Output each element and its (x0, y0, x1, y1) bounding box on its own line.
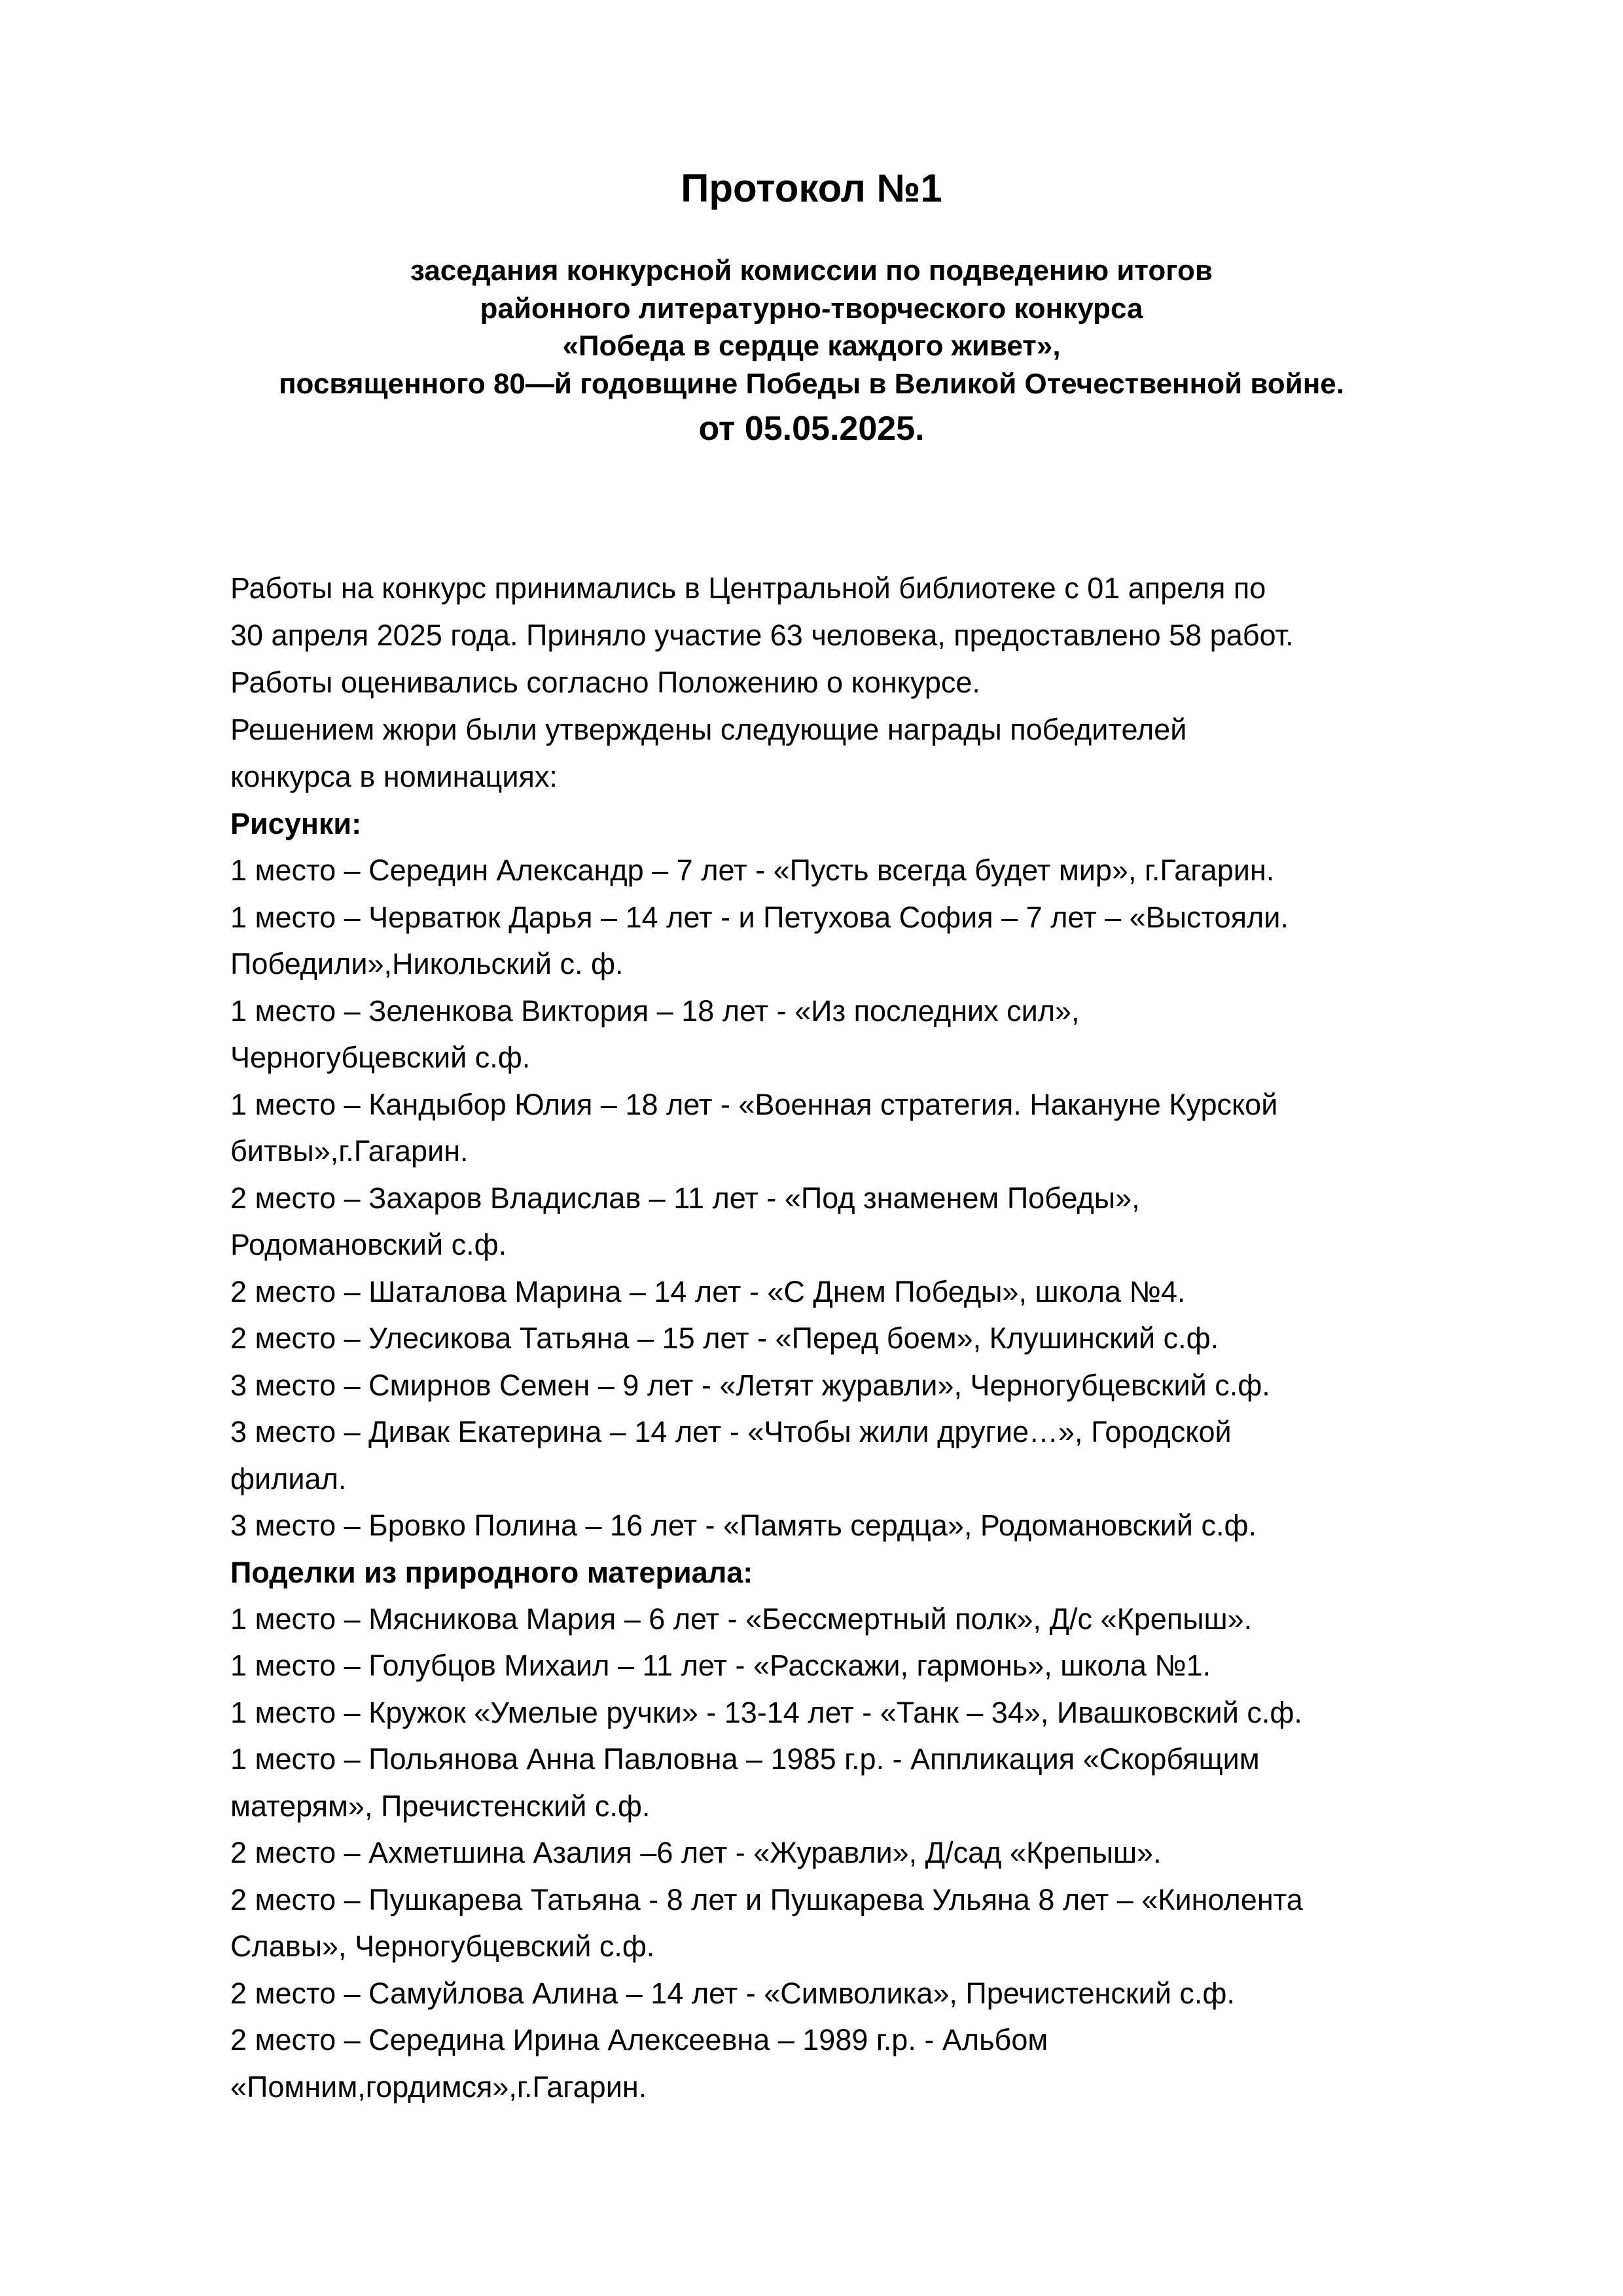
award-entry (230, 1596, 1513, 1643)
entry-line: 2 место – Пушкарева Татьяна - 8 лет и Пушкарева Ульяна 8 лет – «Кинолента (230, 1882, 1303, 1916)
award-entry (230, 988, 1513, 1081)
entry-line: 2 место – Ахметшина Азалия –6 лет - «Журавли», Д/сад «Крепыш». (230, 1836, 1162, 1869)
entry-line: 2 место – Середина Ирина Алексеевна – 1989 г.р. - Альбом (230, 2023, 1048, 2056)
entry-line: битвы»,г.Гагарин. (230, 1134, 469, 1168)
award-entry (230, 894, 1513, 988)
award-entry (230, 847, 1513, 894)
entry-line: 1 место – Кандыбор Юлия – 18 лет - «Военная стратегия. Накануне Курской (230, 1087, 1278, 1121)
entry-line: матерям», Пречистенский с.ф. (230, 1789, 651, 1823)
section-heading: Поделки из природного материала: (230, 1555, 753, 1589)
award-entry (230, 1736, 1513, 1829)
entry-line: 2 место – Самуйлова Алина – 14 лет - «Символика», Пречистенский с.ф. (230, 1976, 1235, 2010)
subtitle-line: «Победа в сердце каждого живет», (562, 330, 1061, 362)
award-entry (230, 1502, 1513, 1549)
document-date: от 05.05.2025. (698, 410, 925, 448)
entry-line: 1 место – Польянова Анна Павловна – 1985 г.р. - Аппликация «Скорбящим (230, 1742, 1260, 1776)
document-subtitle (0, 252, 1623, 455)
award-entry (230, 1408, 1513, 1502)
subtitle-line: посвященного 80—й годовщине Победы в Великой Отечественной войне. (278, 367, 1345, 400)
section-heading: Рисунки: (230, 807, 362, 840)
award-entry (230, 1970, 1513, 2017)
award-entry (230, 1829, 1513, 1876)
subtitle-line: заседания конкурсной комиссии по подведению итогов (410, 255, 1213, 287)
entry-line: Черногубцевский с.ф. (230, 1041, 531, 1074)
section-natural-crafts (230, 1549, 1513, 2111)
entry-line: Славы», Черногубцевский с.ф. (230, 1929, 655, 1963)
intro-paragraph (230, 565, 1513, 800)
entry-line: 1 место – Голубцов Михаил – 11 лет - «Расскажи, гармонь», школа №1. (230, 1649, 1211, 1682)
entry-line: 3 место – Бровко Полина – 16 лет - «Память сердца», Родомановский с.ф. (230, 1509, 1257, 1542)
entry-line: 1 место – Черватюк Дарья – 14 лет - и Петухова София – 7 лет – «Выстояли. (230, 900, 1289, 934)
award-entry (230, 1175, 1513, 1268)
entry-line: 1 место – Мясникова Мария – 6 лет - «Бессмертный полк», Д/с «Крепыш». (230, 1602, 1253, 1636)
entry-line: 1 место – Кружок «Умелые ручки» - 13-14 лет - «Танк – 34», Ивашковский с.ф. (230, 1695, 1302, 1729)
intro-line: Решением жюри были утверждены следующие награды победителей (230, 713, 1187, 746)
intro-line: Работы на конкурс принимались в Центральной библиотеке с 01 апреля по (230, 571, 1266, 605)
document-title: Протокол №1 (681, 166, 942, 210)
entry-line: Родомановский с.ф. (230, 1228, 507, 1261)
entry-line: 2 место – Улесикова Татьяна – 15 лет - «Перед боем», Клушинский с.ф. (230, 1321, 1219, 1355)
award-entry (230, 1268, 1513, 1316)
entry-line: филиал. (230, 1462, 347, 1496)
entry-line: «Помним,гордимся»,г.Гагарин. (230, 2070, 647, 2104)
award-entry (230, 1642, 1513, 1689)
award-entry (230, 1081, 1513, 1175)
award-entry (230, 1876, 1513, 1970)
intro-line: конкурса в номинациях: (230, 760, 558, 793)
entry-line: 2 место – Захаров Владислав – 11 лет - «Под знаменем Победы», (230, 1181, 1140, 1215)
section-drawings (230, 800, 1513, 1549)
entry-line: 1 место – Зеленкова Виктория – 18 лет - «Из последних сил», (230, 994, 1080, 1028)
intro-line: Работы оценивались согласно Положению о конкурсе. (230, 666, 980, 699)
subtitle-line: районного литературно-творческого конкурса (480, 292, 1143, 325)
entry-line: 2 место – Шаталова Марина – 14 лет - «С Днем Победы», школа №4. (230, 1274, 1186, 1308)
entry-line: 3 место – Смирнов Семен – 9 лет - «Летят журавли», Черногубцевский с.ф. (230, 1368, 1270, 1402)
entry-line: Победили»,Никольский с. ф. (230, 947, 624, 980)
document-body (230, 565, 1513, 2110)
award-entry (230, 1689, 1513, 1736)
intro-line: 30 апреля 2025 года. Приняло участие 63 человека, предоставлено 58 работ. (230, 619, 1294, 652)
award-entry (230, 1362, 1513, 1409)
award-entry (230, 1315, 1513, 1362)
entry-line: 1 место – Середин Александр – 7 лет - «Пусть всегда будет мир», г.Гагарин. (230, 853, 1275, 887)
entry-line: 3 место – Дивак Екатерина – 14 лет - «Чтобы жили другие…», Городской (230, 1415, 1232, 1448)
award-entry (230, 2017, 1513, 2110)
